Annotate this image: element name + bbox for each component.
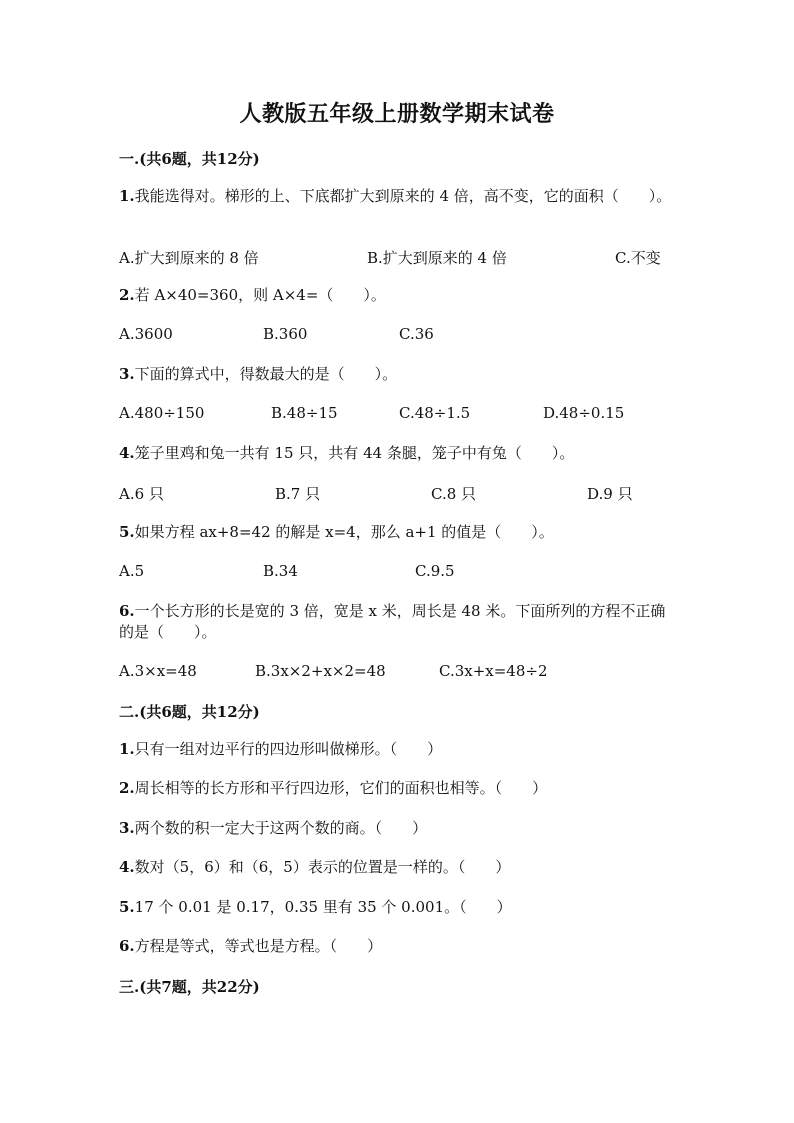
question-item [119,897,679,918]
option-a: A.5 [119,562,145,580]
option-c: C.9.5 [415,562,455,580]
option-a: A.3600 [119,325,173,343]
question-text: 一个长方形的长是宽的 3 倍，宽是 x 米，周长是 48 米。下面所列的方程不正确的是（ ）。 [119,602,666,641]
option-a: A.扩大到原来的 8 倍 [119,249,259,267]
option-c: C.不变 [615,249,661,267]
question-text: 若 A×40=360，则 A×4=（ ）。 [134,286,386,304]
section-heading: 三.(共7题，共22分) [119,978,260,996]
option-b: B.3x×2+x×2=48 [255,662,386,680]
question-item [119,285,679,306]
question-text: 如果方程 ax+8=42 的解是 x=4，那么 a+1 的值是（ ）。 [134,523,554,541]
question-text: 只有一组对边平行的四边形叫做梯形。（ ） [134,740,443,758]
exam-title: 人教版五年级上册数学期末试卷 [239,101,555,127]
option-c: C.48÷1.5 [399,404,471,422]
question-text: 方程是等式，等式也是方程。（ ） [134,937,383,955]
question-item [119,186,679,207]
question-number: 5. [119,523,135,541]
question-item [119,936,679,957]
question-text: 两个数的积一定大于这两个数的商。（ ） [134,819,428,837]
question-item [119,443,679,464]
question-text: 周长相等的长方形和平行四边形，它们的面积也相等。（ ） [134,779,548,797]
option-b: B.48÷15 [271,404,338,422]
section-heading: 一.(共6题，共12分) [119,150,260,168]
question-number: 6. [119,602,135,620]
question-text: 17 个 0.01 是 0.17，0.35 里有 35 个 0.001。（ ） [134,898,512,916]
option-d: D.48÷0.15 [543,404,625,422]
question-item [119,857,679,878]
option-b: B.360 [263,325,308,343]
question-number: 2. [119,779,135,797]
question-number: 1. [119,187,135,205]
option-c: C.36 [399,325,434,343]
question-number: 4. [119,858,135,876]
option-a: A.6 只 [119,485,164,503]
question-number: 6. [119,937,135,955]
option-c: C.3x+x=48÷2 [439,662,548,680]
option-b: B.扩大到原来的 4 倍 [367,249,507,267]
question-item [119,601,679,643]
question-number: 2. [119,286,135,304]
option-d: D.9 只 [587,485,633,503]
option-c: C.8 只 [431,485,477,503]
question-number: 3. [119,819,135,837]
question-item [119,818,679,839]
section-heading: 二.(共6题，共12分) [119,703,260,721]
question-text: 我能选得对。梯形的上、下底都扩大到原来的 4 倍，高不变，它的面积（ ）。 [134,187,672,205]
question-text: 数对（5，6）和（6，5）表示的位置是一样的。（ ） [134,858,511,876]
question-item [119,778,679,799]
option-b: B.7 只 [275,485,321,503]
question-number: 1. [119,740,135,758]
option-a: A.480÷150 [119,404,205,422]
question-number: 4. [119,444,135,462]
question-number: 3. [119,365,135,383]
question-text: 下面的算式中，得数最大的是（ ）。 [134,365,398,383]
question-item [119,739,679,760]
question-number: 5. [119,898,135,916]
question-item [119,522,679,543]
question-text: 笼子里鸡和兔一共有 15 只，共有 44 条腿，笼子中有兔（ ）。 [134,444,575,462]
option-b: B.34 [263,562,298,580]
option-a: A.3×x=48 [119,662,197,680]
question-item [119,364,679,385]
